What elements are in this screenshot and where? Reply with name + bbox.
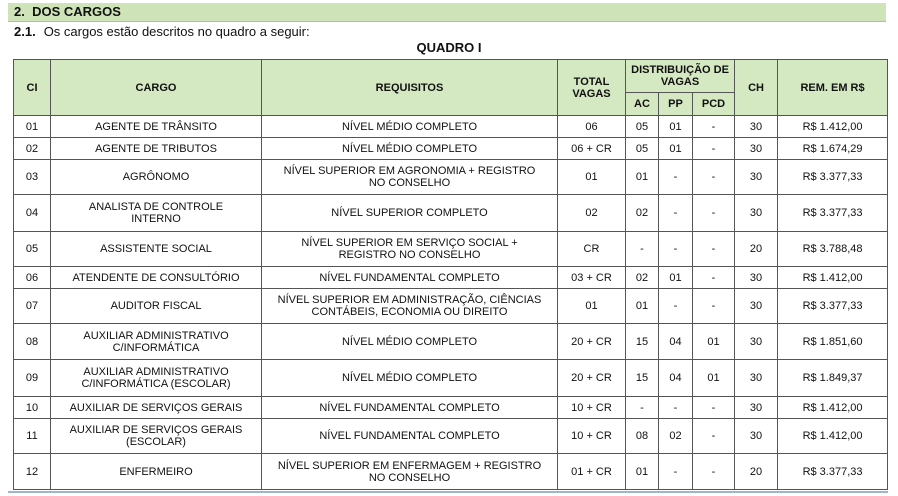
- cell-requisitos: NÍVEL FUNDAMENTAL COMPLETO: [262, 419, 558, 454]
- cell-pcd: -: [693, 397, 735, 419]
- cell-ch: 30: [735, 324, 778, 360]
- cell-cargo: ANALISTA DE CONTROLE INTERNO: [51, 195, 262, 232]
- cell-total: CR: [558, 232, 626, 267]
- cell-pp: -: [659, 289, 693, 324]
- cell-pp: -: [659, 160, 693, 195]
- cell-rem: R$ 1.412,00: [778, 116, 888, 138]
- cell-ac: 15: [626, 360, 659, 397]
- section-number: 2.: [14, 4, 25, 19]
- cell-ac: 01: [626, 160, 659, 195]
- cell-rem: R$ 3.377,33: [778, 160, 888, 195]
- cell-total: 10 + CR: [558, 397, 626, 419]
- cell-total: 06 + CR: [558, 138, 626, 160]
- cell-pp: 01: [659, 267, 693, 289]
- header-pp: PP: [659, 93, 693, 116]
- table-body: [14, 116, 888, 490]
- table-row: [14, 360, 888, 397]
- cell-total: 10 + CR: [558, 419, 626, 454]
- table-row: [14, 232, 888, 267]
- header-cargo: CARGO: [51, 60, 262, 116]
- cell-requisitos: NÍVEL MÉDIO COMPLETO: [262, 116, 558, 138]
- cell-pcd: -: [693, 116, 735, 138]
- cell-pcd: 01: [693, 360, 735, 397]
- table-row: [14, 195, 888, 232]
- cell-ch: 20: [735, 454, 778, 490]
- cell-ac: 05: [626, 116, 659, 138]
- cell-requisitos: NÍVEL SUPERIOR COMPLETO: [262, 195, 558, 232]
- cell-ch: 30: [735, 360, 778, 397]
- cell-cargo: ENFERMEIRO: [51, 454, 262, 490]
- cell-pcd: -: [693, 419, 735, 454]
- cell-pp: 01: [659, 138, 693, 160]
- cell-ci: 09: [14, 360, 51, 397]
- cell-ci: 04: [14, 195, 51, 232]
- cell-pcd: -: [693, 454, 735, 490]
- cell-pp: -: [659, 232, 693, 267]
- cell-pcd: -: [693, 138, 735, 160]
- cell-requisitos: NÍVEL SUPERIOR EM ENFERMAGEM + REGISTRO NO CONSELHO: [262, 454, 558, 490]
- cell-ci: 06: [14, 267, 51, 289]
- cell-pcd: 01: [693, 324, 735, 360]
- cell-ac: 08: [626, 419, 659, 454]
- table-row: [14, 160, 888, 195]
- table-row: [14, 289, 888, 324]
- cell-ch: 20: [735, 232, 778, 267]
- cell-cargo: AUXILIAR ADMINISTRATIVO C/INFORMÁTICA: [51, 324, 262, 360]
- header-ci: CI: [14, 60, 51, 116]
- table-row: [14, 138, 888, 160]
- cell-pp: -: [659, 195, 693, 232]
- cell-ch: 30: [735, 195, 778, 232]
- cell-pcd: -: [693, 267, 735, 289]
- cell-total: 01: [558, 160, 626, 195]
- cell-cargo: AGRÔNOMO: [51, 160, 262, 195]
- cell-ac: 02: [626, 267, 659, 289]
- intro-number: 2.1.: [14, 24, 36, 39]
- cell-rem: R$ 1.851,60: [778, 324, 888, 360]
- cell-rem: R$ 3.377,33: [778, 454, 888, 490]
- cell-ci: 05: [14, 232, 51, 267]
- cell-requisitos: NÍVEL FUNDAMENTAL COMPLETO: [262, 397, 558, 419]
- cell-ac: 01: [626, 289, 659, 324]
- cell-ac: -: [626, 397, 659, 419]
- cell-rem: R$ 1.412,00: [778, 267, 888, 289]
- cell-pcd: -: [693, 232, 735, 267]
- cell-ci: 01: [14, 116, 51, 138]
- cargos-table: [13, 59, 888, 490]
- cell-ci: 02: [14, 138, 51, 160]
- cell-ch: 30: [735, 138, 778, 160]
- cell-total: 01: [558, 289, 626, 324]
- header-total-vagas: TOTAL VAGAS: [558, 60, 626, 116]
- cell-pp: 01: [659, 116, 693, 138]
- bottom-divider: [8, 491, 888, 493]
- cell-rem: R$ 1.412,00: [778, 419, 888, 454]
- header-ac: AC: [626, 93, 659, 116]
- cell-rem: R$ 3.377,33: [778, 289, 888, 324]
- cell-total: 01 + CR: [558, 454, 626, 490]
- cell-requisitos: NÍVEL SUPERIOR EM SERVIÇO SOCIAL + REGISTRO NO CONSELHO: [262, 232, 558, 267]
- cell-ac: 02: [626, 195, 659, 232]
- cell-requisitos: NÍVEL SUPERIOR EM ADMINISTRAÇÃO, CIÊNCIAS CONTÁBEIS, ECONOMIA OU DIREITO: [262, 289, 558, 324]
- cell-pcd: -: [693, 160, 735, 195]
- cell-ch: 30: [735, 419, 778, 454]
- cell-requisitos: NÍVEL SUPERIOR EM AGRONOMIA + REGISTRO NO CONSELHO: [262, 160, 558, 195]
- intro-text: Os cargos estão descritos no quadro a seguir:: [43, 24, 310, 39]
- cell-total: 20 + CR: [558, 360, 626, 397]
- cell-ch: 30: [735, 116, 778, 138]
- cell-rem: R$ 1.674,29: [778, 138, 888, 160]
- intro-line: [14, 24, 310, 39]
- cell-ci: 03: [14, 160, 51, 195]
- header-distribuicao: DISTRIBUIÇÃO DE VAGAS: [626, 60, 735, 93]
- cell-pp: -: [659, 454, 693, 490]
- cell-cargo: AGENTE DE TRÂNSITO: [51, 116, 262, 138]
- table-row: [14, 324, 888, 360]
- section-header: [8, 3, 886, 22]
- cell-cargo: AGENTE DE TRIBUTOS: [51, 138, 262, 160]
- table-row: [14, 454, 888, 490]
- cell-ci: 12: [14, 454, 51, 490]
- cell-cargo: AUXILIAR ADMINISTRATIVO C/INFORMÁTICA (ESCOLAR): [51, 360, 262, 397]
- cell-ci: 11: [14, 419, 51, 454]
- cell-requisitos: NÍVEL MÉDIO COMPLETO: [262, 138, 558, 160]
- table-row: [14, 397, 888, 419]
- cell-pp: 04: [659, 324, 693, 360]
- header-ch: CH: [735, 60, 778, 116]
- cell-ac: 01: [626, 454, 659, 490]
- cell-rem: R$ 3.788,48: [778, 232, 888, 267]
- table-row: [14, 419, 888, 454]
- header-pcd: PCD: [693, 93, 735, 116]
- table-row: [14, 116, 888, 138]
- cell-rem: R$ 3.377,33: [778, 195, 888, 232]
- cell-ci: 10: [14, 397, 51, 419]
- table-row: [14, 267, 888, 289]
- cell-pp: 04: [659, 360, 693, 397]
- cell-requisitos: NÍVEL MÉDIO COMPLETO: [262, 360, 558, 397]
- cell-total: 02: [558, 195, 626, 232]
- cell-cargo: ATENDENTE DE CONSULTÓRIO: [51, 267, 262, 289]
- section-title: [14, 4, 121, 19]
- cell-ci: 07: [14, 289, 51, 324]
- cell-rem: R$ 1.412,00: [778, 397, 888, 419]
- cell-total: 20 + CR: [558, 324, 626, 360]
- cell-cargo: AUXILIAR DE SERVIÇOS GERAIS: [51, 397, 262, 419]
- cell-rem: R$ 1.849,37: [778, 360, 888, 397]
- cell-total: 06: [558, 116, 626, 138]
- cell-ac: 15: [626, 324, 659, 360]
- cell-ci: 08: [14, 324, 51, 360]
- cell-cargo: ASSISTENTE SOCIAL: [51, 232, 262, 267]
- cell-pp: -: [659, 397, 693, 419]
- cell-pcd: -: [693, 195, 735, 232]
- cell-ch: 30: [735, 397, 778, 419]
- cell-ac: 05: [626, 138, 659, 160]
- section-title-text: DOS CARGOS: [32, 4, 121, 19]
- cell-ch: 30: [735, 160, 778, 195]
- header-rem: REM. EM R$: [778, 60, 888, 116]
- cell-total: 03 + CR: [558, 267, 626, 289]
- table-title: QUADRO I: [416, 40, 482, 55]
- cell-ch: 30: [735, 289, 778, 324]
- cell-requisitos: NÍVEL FUNDAMENTAL COMPLETO: [262, 267, 558, 289]
- cell-requisitos: NÍVEL MÉDIO COMPLETO: [262, 324, 558, 360]
- cell-ac: -: [626, 232, 659, 267]
- cell-cargo: AUXILIAR DE SERVIÇOS GERAIS (ESCOLAR): [51, 419, 262, 454]
- cell-ch: 30: [735, 267, 778, 289]
- header-requisitos: REQUISITOS: [262, 60, 558, 116]
- cell-pcd: -: [693, 289, 735, 324]
- cell-cargo: AUDITOR FISCAL: [51, 289, 262, 324]
- cell-pp: 02: [659, 419, 693, 454]
